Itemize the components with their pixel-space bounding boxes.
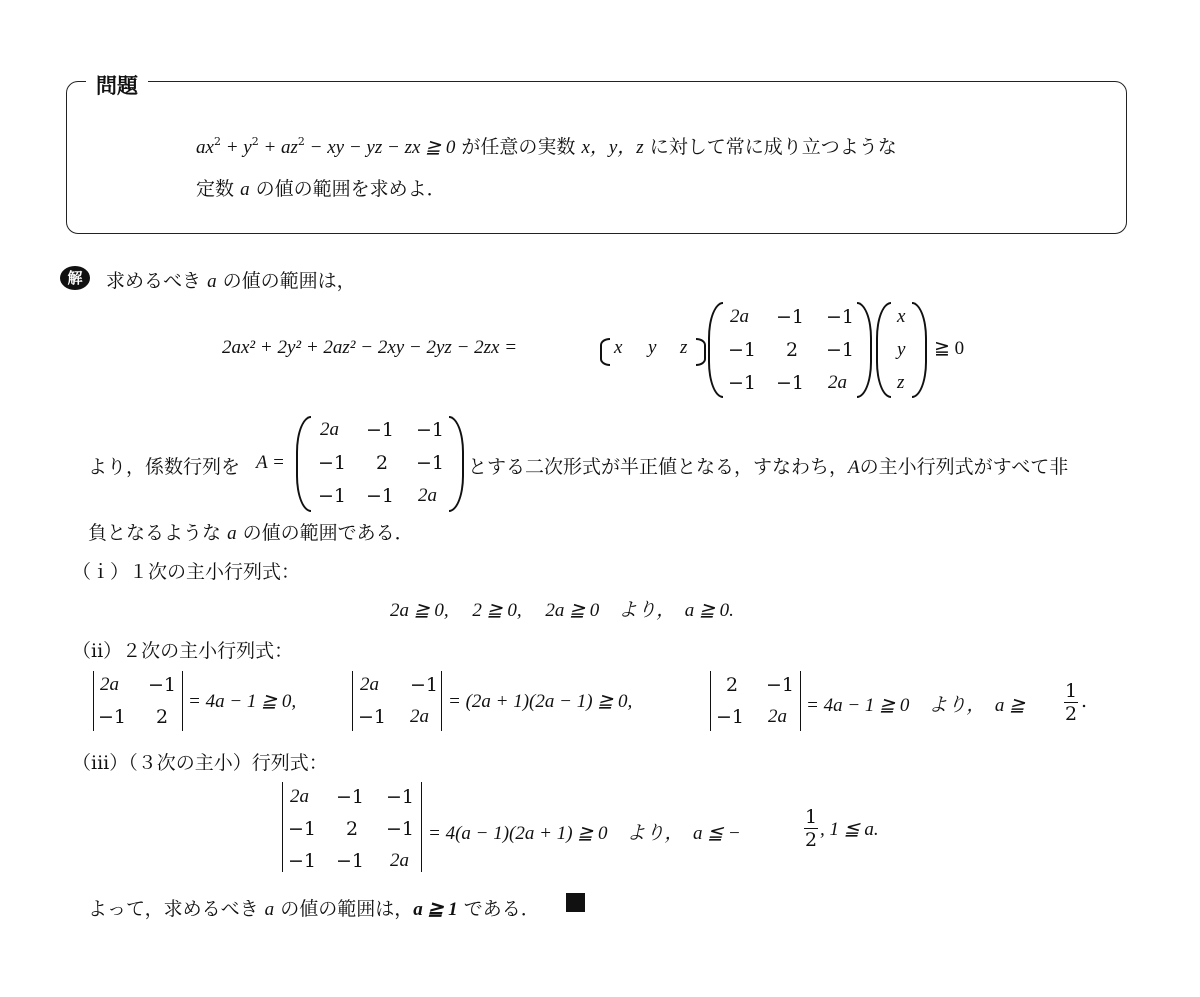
matrix-cell: −1 <box>728 339 757 361</box>
A-matrix-cell: −1 <box>416 419 445 441</box>
case2-period: . <box>1081 690 1088 712</box>
matrix-cell: −1 <box>826 306 855 328</box>
det2a-result: = 4a − 1 ≧ 0, <box>188 691 297 712</box>
det2b-right-bar <box>441 671 442 731</box>
det3-cell: −1 <box>336 850 365 872</box>
coef-matrix-left-paren <box>708 302 723 398</box>
det3-cell: −1 <box>386 786 415 808</box>
det3-cell: 2 <box>346 818 359 840</box>
A-equals: A = <box>256 452 285 473</box>
det2a-right-bar <box>182 671 183 731</box>
concl-pre: よって，求めるべき <box>88 898 259 920</box>
yori-post2: の主小行列式がすべて非 <box>859 456 1069 478</box>
det3-cell: −1 <box>288 850 317 872</box>
problem-text-b: に対して常に成り立つような <box>649 136 897 158</box>
yori-A: A <box>848 457 860 478</box>
det2b-cell: −1 <box>358 706 387 728</box>
det2a-cell: −1 <box>148 674 177 696</box>
matrix-cell: −1 <box>826 339 855 361</box>
concl-mid: の値の範囲は， <box>280 898 414 920</box>
quad-ge-zero: ≧ 0 <box>934 338 965 359</box>
det3-tail: , 1 ≦ a. <box>820 819 879 840</box>
fraction-one-half <box>1064 680 1078 725</box>
solution-intro <box>106 266 356 293</box>
frac-den: 2 <box>804 829 818 851</box>
row-vec-right-paren <box>696 338 706 366</box>
col-vec-right-paren <box>912 302 927 398</box>
col-vec-left-paren <box>876 302 891 398</box>
negative-line <box>88 518 414 545</box>
concl-answer: a ≧ 1 <box>413 899 458 920</box>
det2a-cell: −1 <box>98 706 127 728</box>
det2b-left-bar <box>352 671 353 731</box>
solution-badge: 解 <box>60 266 90 290</box>
yori-post-line <box>468 452 1068 479</box>
problem-line2-post: の値の範囲を求めよ． <box>255 178 446 200</box>
det3-result: = 4(a − 1)(2a + 1) ≧ 0 より， a ≦ − <box>428 823 741 844</box>
A-matrix-cell: 2a <box>418 485 437 506</box>
frac-num: 1 <box>1064 680 1078 702</box>
ineq-term-3: + az <box>258 137 298 158</box>
neg-pre: 負となるような <box>88 522 222 544</box>
problem-vars: x，y，z <box>581 137 644 158</box>
case1-expr: 2a ≧ 0, 2 ≧ 0, 2a ≧ 0 より， a ≧ 0. <box>390 600 734 621</box>
matrix-cell: −1 <box>728 372 757 394</box>
ineq-sq-1: 2 <box>213 135 221 148</box>
det3-cell: −1 <box>336 786 365 808</box>
coef-matrix-right-paren <box>857 302 872 398</box>
row-vec-z: z <box>680 337 688 358</box>
A-matrix-cell: −1 <box>366 419 395 441</box>
A-matrix-cell: −1 <box>318 452 347 474</box>
det2c-cell: 2 <box>726 674 739 696</box>
col-vec-y: y <box>897 339 906 360</box>
problem-title: 問題 <box>86 70 148 100</box>
det3-cell: −1 <box>288 818 317 840</box>
row-vec-x: x <box>614 337 623 358</box>
det2b-cell: 2a <box>360 674 379 695</box>
matrix-cell: 2a <box>730 306 749 327</box>
intro-post: の値の範囲は， <box>222 270 356 292</box>
A-matrix-cell: 2 <box>376 452 389 474</box>
row-vec-y: y <box>648 337 657 358</box>
ineq-term-4: − xy − yz − zx ≧ 0 <box>304 137 456 158</box>
neg-var: a <box>227 523 237 544</box>
det2b-cell: −1 <box>410 674 439 696</box>
conclusion <box>88 894 540 921</box>
det2c-cell: −1 <box>766 674 795 696</box>
det3-cell: −1 <box>386 818 415 840</box>
yori-pre: より，係数行列を <box>88 456 241 478</box>
concl-post: である． <box>463 898 540 920</box>
case3-label: （iii）（３次の主小）行列式： <box>72 752 328 774</box>
det3-right-bar <box>421 782 422 872</box>
case2-label: （ii）２次の主小行列式： <box>72 640 294 662</box>
matrix-cell: −1 <box>776 306 805 328</box>
ineq-term-1: ax <box>196 137 214 158</box>
case1-label: （ｉ）１次の主小行列式： <box>72 561 301 583</box>
quad-form-lhs: 2ax² + 2y² + 2az² − 2xy − 2yz − 2zx = <box>222 337 518 358</box>
problem-line2-pre: 定数 <box>196 178 235 200</box>
matrix-cell: −1 <box>776 372 805 394</box>
problem-text-a: が任意の実数 <box>461 136 576 158</box>
frac-den: 2 <box>1064 703 1078 725</box>
intro-var: a <box>207 271 217 292</box>
A-matrix-cell: 2a <box>320 419 339 440</box>
det3-cell: 2a <box>290 786 309 807</box>
col-vec-z: z <box>897 372 905 393</box>
A-matrix-cell: −1 <box>366 485 395 507</box>
ineq-term-2: + y <box>220 137 252 158</box>
det2c-result: = 4a − 1 ≧ 0 より， a ≧ <box>806 695 1025 716</box>
concl-var: a <box>264 899 275 920</box>
det2a-left-bar <box>93 671 94 731</box>
det3-cell: 2a <box>390 850 409 871</box>
ineq-sq-2: 2 <box>251 135 259 148</box>
frac-num: 1 <box>804 806 818 828</box>
det2c-cell: −1 <box>716 706 745 728</box>
intro-pre: 求めるべき <box>106 270 202 292</box>
ineq-sq-3: 2 <box>297 135 305 148</box>
det2c-right-bar <box>800 671 801 731</box>
det3-left-bar <box>282 782 283 872</box>
det2c-cell: 2a <box>768 706 787 727</box>
problem-line-2 <box>196 174 446 201</box>
problem-line2-var: a <box>240 179 250 200</box>
fraction-one-half-b <box>804 806 818 851</box>
col-vec-x: x <box>897 306 906 327</box>
matrix-cell: 2 <box>786 339 799 361</box>
det2b-result: = (2a + 1)(2a − 1) ≧ 0, <box>448 691 633 712</box>
problem-line-1 <box>196 132 897 159</box>
det2a-cell: 2 <box>156 706 169 728</box>
det2a-cell: 2a <box>100 674 119 695</box>
qed-square-icon <box>566 893 585 912</box>
A-matrix-cell: −1 <box>416 452 445 474</box>
det2c-left-bar <box>710 671 711 731</box>
yori-post: とする二次形式が半正値となる，すなわち， <box>468 456 849 478</box>
matrix-cell: 2a <box>828 372 847 393</box>
row-vec-left-paren <box>600 338 610 366</box>
neg-post: の値の範囲である． <box>242 522 414 544</box>
det2b-cell: 2a <box>410 706 429 727</box>
A-matrix-right-paren <box>449 416 464 512</box>
A-matrix-cell: −1 <box>318 485 347 507</box>
A-matrix-left-paren <box>296 416 311 512</box>
